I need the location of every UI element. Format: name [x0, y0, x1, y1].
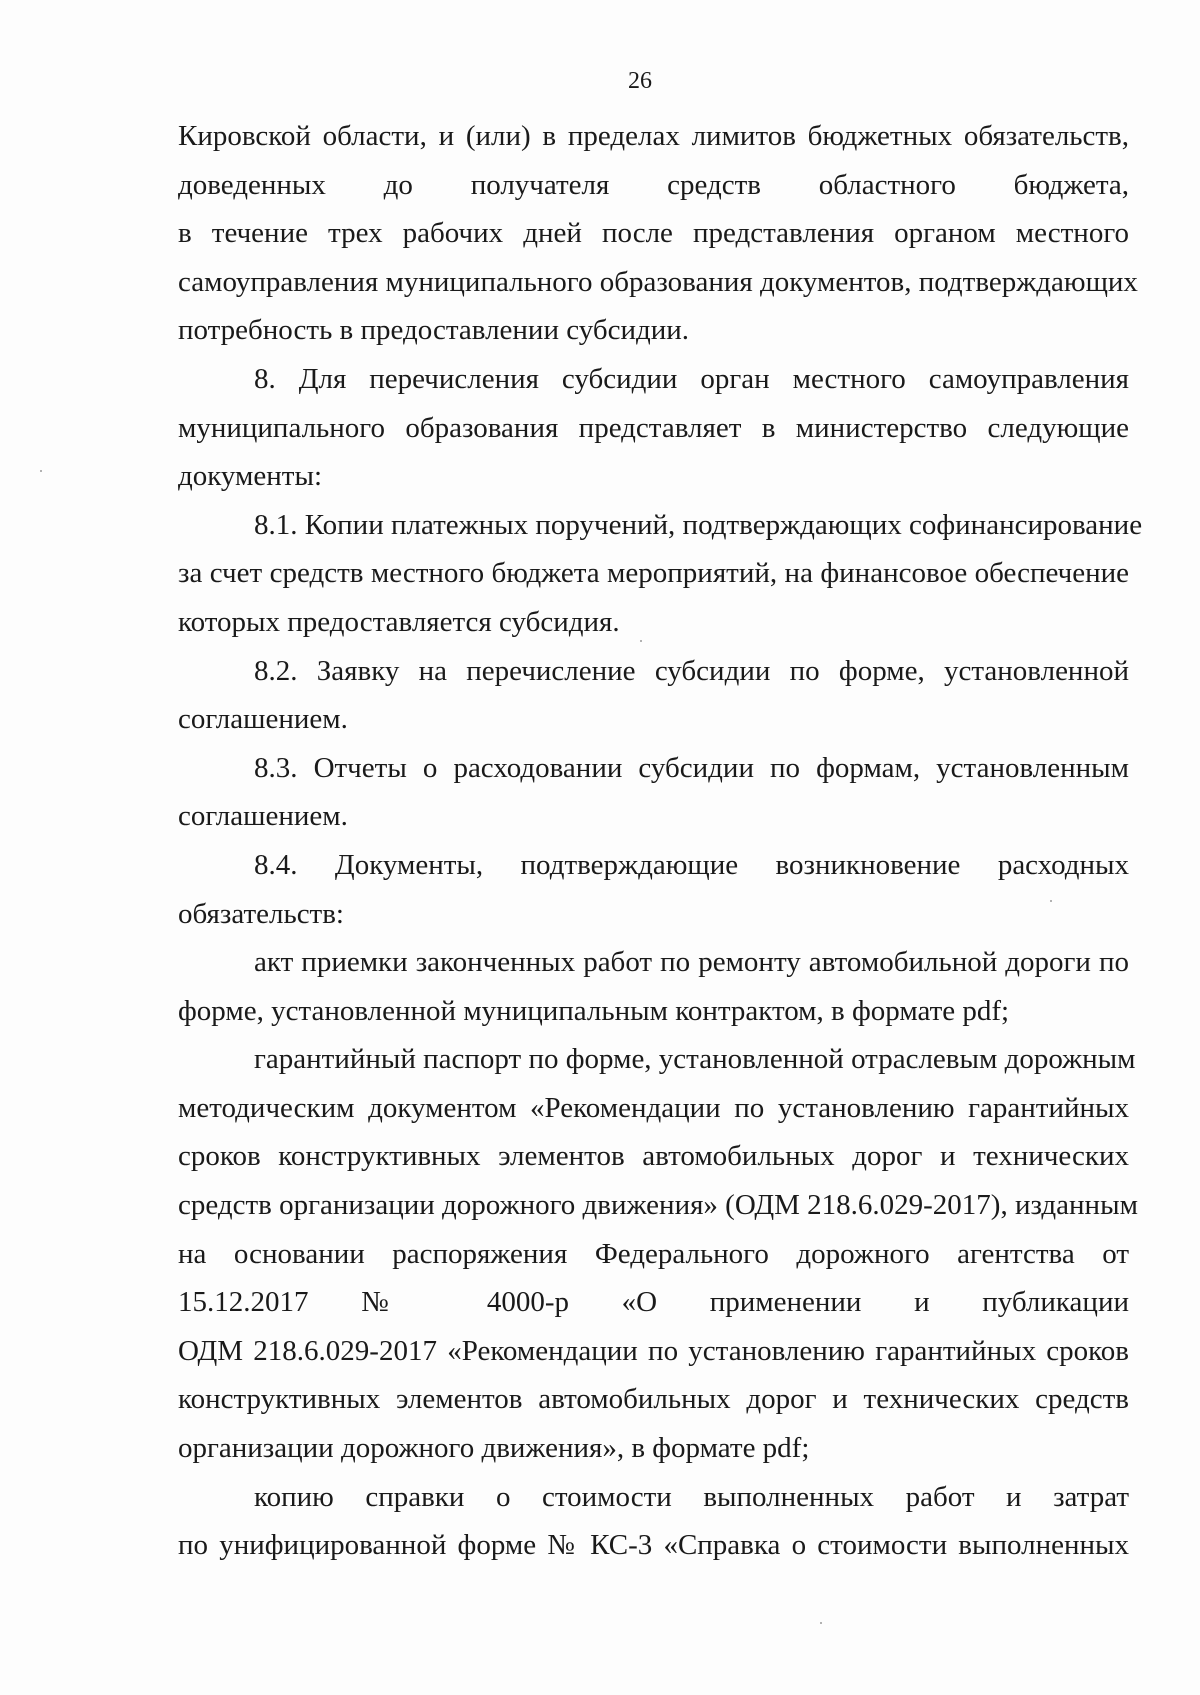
- text-line: самоуправления муниципального образования документов, подтверждающих: [178, 265, 1138, 298]
- text-line: 8.1. Копии платежных поручений, подтверждающих софинансирование: [254, 508, 1143, 541]
- text-line: сроков конструктивных элементов автомобильных дорог и технических: [178, 1140, 1129, 1173]
- text-line: по унифицированной форме № КС-3 «Справка о стоимости выполненных: [178, 1529, 1129, 1562]
- text-line: за счет средств местного бюджета мероприятий, на финансовое обеспечение: [178, 557, 1129, 590]
- scan-speck: [820, 1622, 822, 1624]
- text-line: соглашением.: [178, 800, 348, 833]
- text-line: 8.4. Документы, подтверждающие возникновение расходных: [254, 848, 1129, 881]
- text-line: 15.12.2017 № 4000-р «О применении и публикации: [178, 1286, 1129, 1319]
- text-line: обязательств:: [178, 897, 344, 930]
- text-line: документы:: [178, 460, 323, 493]
- document-body: [178, 112, 1143, 1570]
- text-line: соглашением.: [178, 703, 348, 736]
- text-line: Кировской области, и (или) в пределах лимитов бюджетных обязательств,: [178, 120, 1129, 152]
- scan-speck: [640, 640, 642, 642]
- text-line: акт приемки законченных работ по ремонту автомобильной дороги по: [254, 946, 1129, 979]
- page-number: 26: [628, 68, 652, 94]
- text-line: методическим документом «Рекомендации по установлению гарантийных: [178, 1091, 1129, 1124]
- text-line: доведенных до получателя средств областного бюджета,: [178, 168, 1129, 201]
- text-line: гарантийный паспорт по форме, установленной отраслевым дорожным: [254, 1043, 1136, 1076]
- text-line: потребность в предоставлении субсидии.: [178, 314, 690, 347]
- text-line: организации дорожного движения», в формате pdf;: [178, 1432, 810, 1465]
- text-line: средств организации дорожного движения» (ОДМ 218.6.029-2017), изданным: [178, 1189, 1138, 1222]
- text-line: 8.3. Отчеты о расходовании субсидии по формам, установленным: [254, 751, 1129, 784]
- text-line: в течение трех рабочих дней после представления органом местного: [178, 217, 1129, 250]
- text-line: ОДМ 218.6.029-2017 «Рекомендации по установлению гарантийных сроков: [178, 1334, 1129, 1367]
- text-line: на основании распоряжения Федерального дорожного агентства от: [178, 1237, 1129, 1270]
- text-line: муниципального образования представляет в министерство следующие: [178, 411, 1129, 444]
- text-line: которых предоставляется субсидия.: [178, 605, 620, 638]
- text-line: конструктивных элементов автомобильных дорог и технических средств: [178, 1383, 1129, 1416]
- text-line: копию справки о стоимости выполненных работ и затрат: [254, 1480, 1129, 1513]
- scan-speck: [1050, 900, 1052, 902]
- text-line: форме, установленной муниципальным контрактом, в формате pdf;: [178, 994, 1010, 1027]
- scan-speck: [40, 470, 42, 472]
- text-line: 8. Для перечисления субсидии орган местного самоуправления: [254, 362, 1129, 395]
- text-line: 8.2. Заявку на перечисление субсидии по форме, установленной: [254, 654, 1129, 687]
